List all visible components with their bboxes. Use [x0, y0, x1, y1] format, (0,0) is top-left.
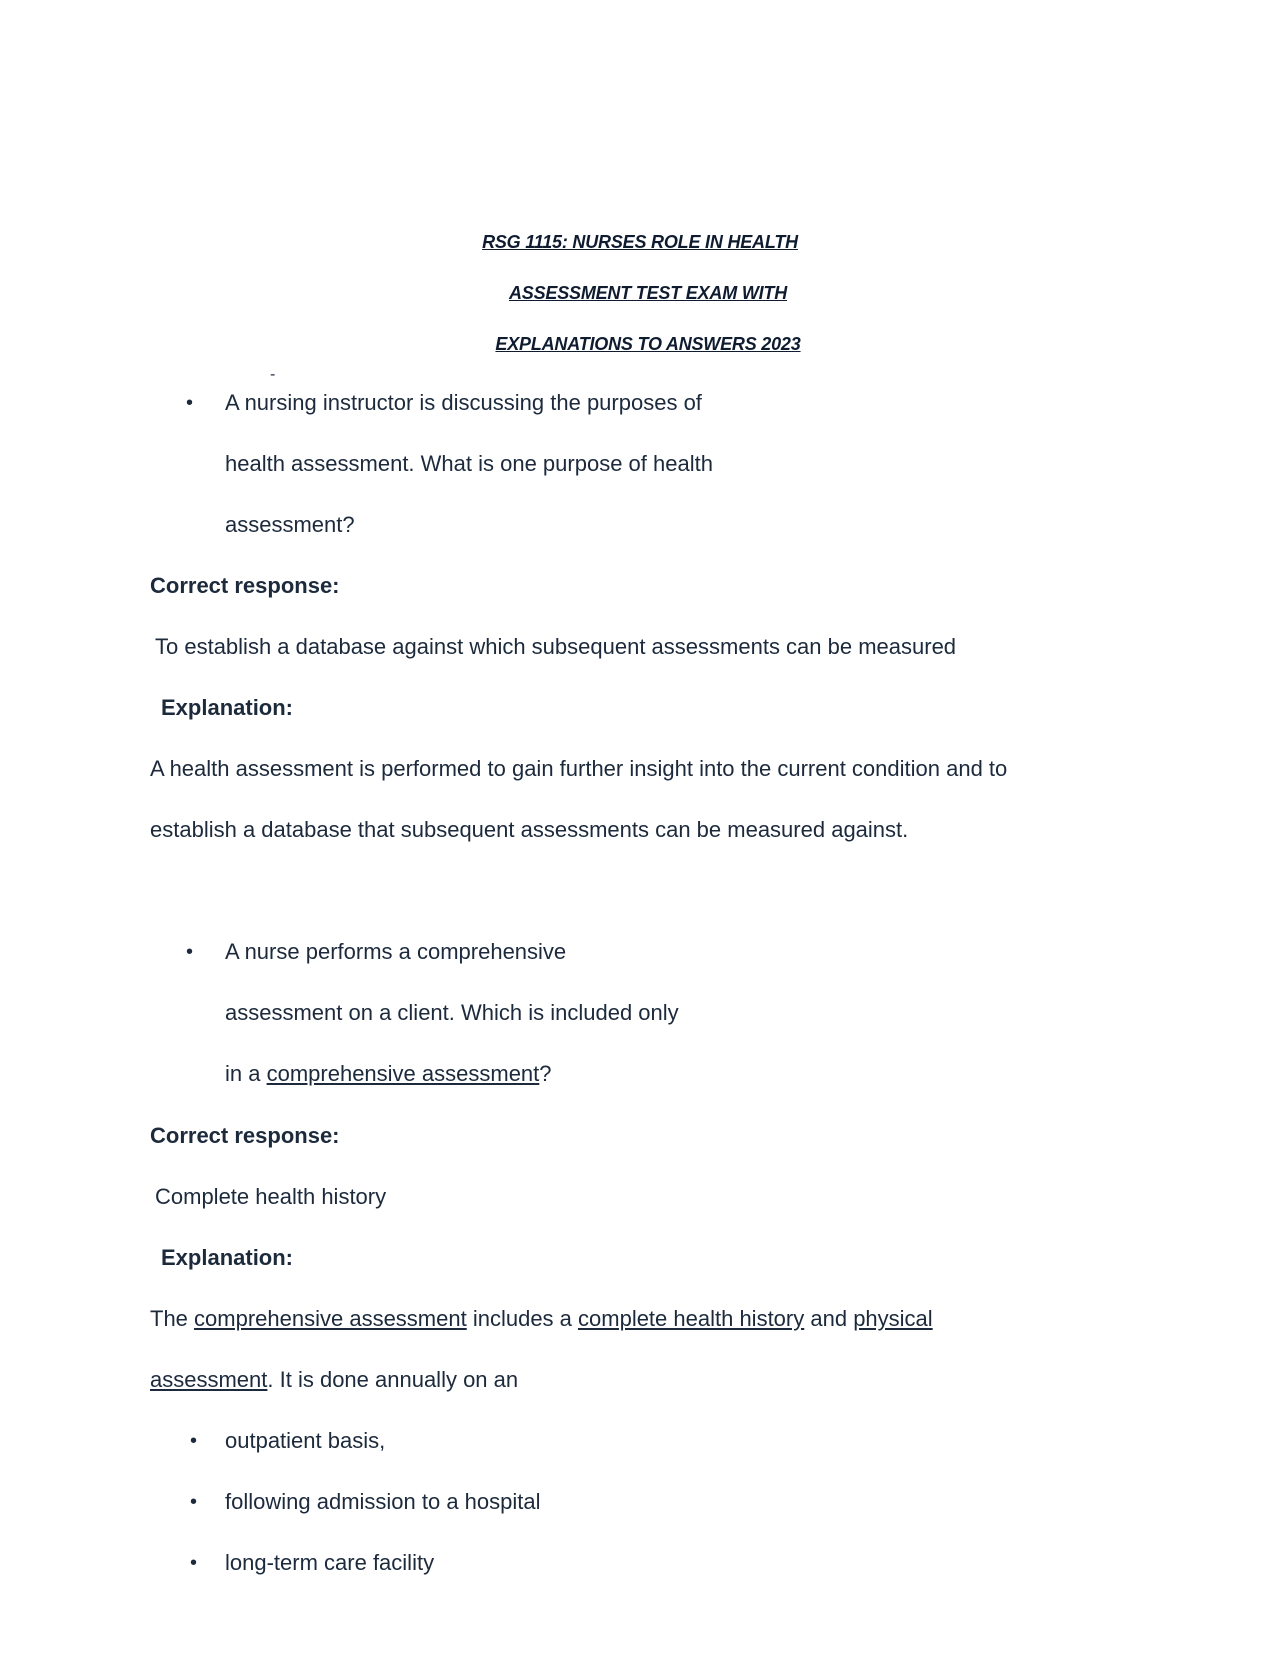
doc-title-text-1: RSG 1115: NURSES ROLE IN HEALTH — [482, 232, 798, 252]
physical-assessment-link-part-1[interactable]: physical — [853, 1306, 933, 1331]
q1-explanation-label: Explanation: — [161, 695, 294, 720]
doc-title-line-1 — [0, 232, 1280, 253]
q1-line-2: health assessment. What is one purpose of health — [225, 451, 713, 476]
q2-explanation-line-2 — [150, 1366, 518, 1394]
q1-line-3: assessment? — [225, 512, 355, 537]
q1-bullet-icon: • — [186, 392, 194, 414]
q1-correct-label: Correct response: — [150, 573, 340, 598]
q2-line-3 — [225, 1060, 552, 1088]
setting-item-2: following admission to a hospital — [225, 1489, 541, 1514]
q2-explanation-label: Explanation: — [161, 1245, 294, 1270]
doc-title-line-3 — [8, 334, 1280, 355]
setting-item-3: long-term care facility — [225, 1550, 435, 1575]
q2-line-3-suffix: ? — [539, 1061, 552, 1086]
exp-text-includes: includes a — [466, 1306, 579, 1331]
q1-line-1: A nursing instructor is discussing the purposes of — [225, 390, 702, 415]
q2-answer: Complete health history — [155, 1184, 387, 1209]
exp-text-and: and — [804, 1306, 854, 1331]
q1-answer: To establish a database against which subsequent assessments can be measured — [155, 634, 957, 659]
setting-bullet-icon-3: • — [190, 1552, 198, 1574]
complete-health-history-link[interactable]: complete health history — [578, 1306, 805, 1331]
q2-line-1: A nurse performs a comprehensive — [225, 939, 567, 964]
physical-assessment-link-part-2[interactable]: assessment — [150, 1367, 268, 1392]
exp-text-the: The — [150, 1306, 195, 1331]
setting-bullet-icon-1: • — [190, 1430, 198, 1452]
q2-line-2: assessment on a client. Which is included only — [225, 1000, 679, 1025]
exp-text-annually: . It is done annually on an — [267, 1367, 519, 1392]
q1-explanation-line-2: establish a database that subsequent assessments can be measured against. — [150, 817, 909, 842]
q2-explanation-line-1 — [150, 1305, 933, 1333]
q2-line-3-prefix: in a — [225, 1061, 267, 1086]
doc-title-text-2: ASSESSMENT TEST EXAM WITH — [508, 283, 788, 303]
doc-title-text-3: EXPLANATIONS TO ANSWERS 2023 — [495, 334, 801, 354]
doc-title-line-2 — [8, 283, 1280, 304]
setting-item-1: outpatient basis, — [225, 1428, 386, 1453]
stray-dash: - — [270, 366, 276, 383]
comprehensive-assessment-link-2[interactable]: comprehensive assessment — [194, 1306, 467, 1331]
q2-bullet-icon: • — [186, 941, 194, 963]
q2-correct-label: Correct response: — [150, 1123, 340, 1148]
setting-bullet-icon-2: • — [190, 1491, 198, 1513]
q1-explanation-line-1: A health assessment is performed to gain further insight into the current condition and to — [150, 756, 1008, 781]
comprehensive-assessment-link[interactable]: comprehensive assessment — [266, 1061, 540, 1086]
